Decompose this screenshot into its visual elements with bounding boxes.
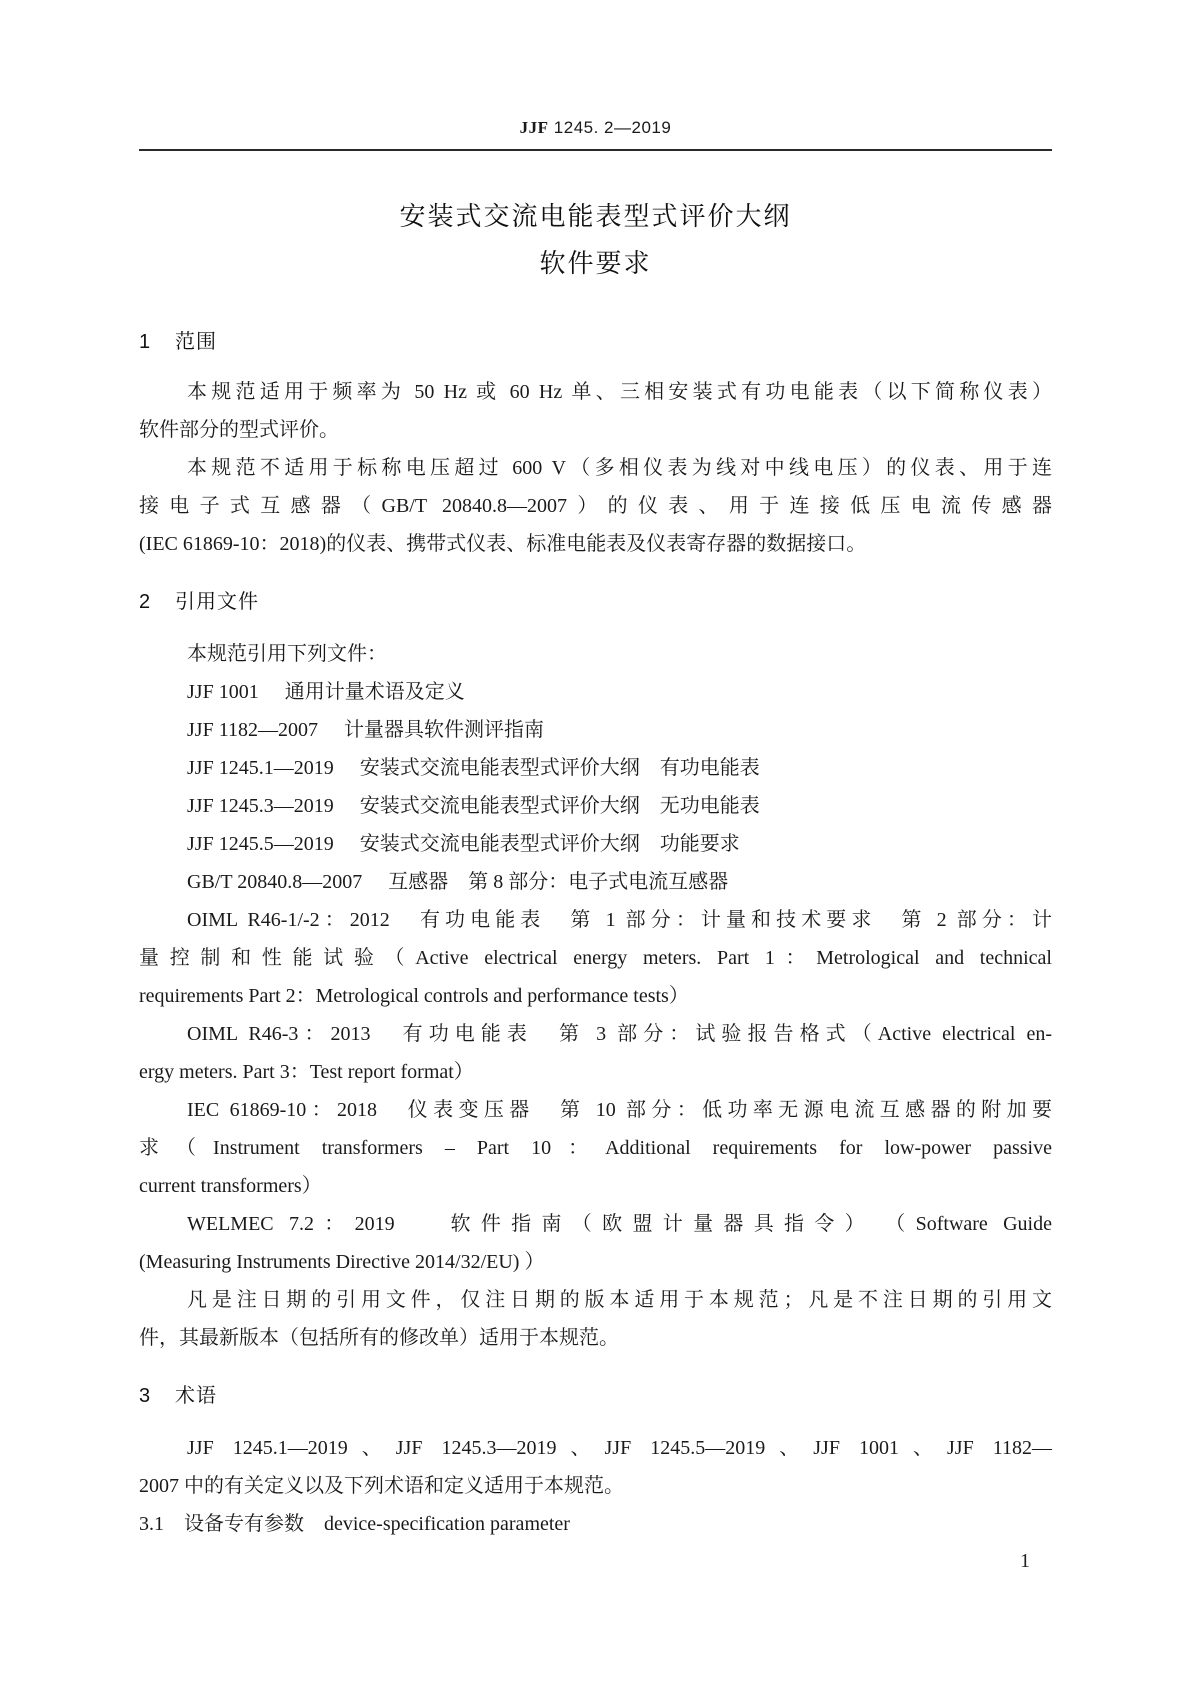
reference-line: 求（Instrument transformers – Part 10：Additional requirements for low-power passive: [139, 1137, 1052, 1159]
paragraph-line: 接电子式互感器（GB/T 20840.8—2007）的仪表、用于连接低压电流传感器: [139, 495, 1052, 517]
reference-code: JJF 1182—2007: [187, 719, 318, 741]
reference-item: [187, 869, 1052, 895]
reference-item: [187, 717, 1052, 743]
reference-title: 安装式交流电能表型式评价大纲 功能要求: [359, 833, 740, 855]
reference-item: [187, 755, 1052, 781]
reference-code: JJF 1245.1—2019: [187, 757, 334, 779]
reference-code: JJF 1245.5—2019: [187, 833, 334, 855]
running-header: [0, 118, 1191, 138]
header-code-prefix: JJF: [519, 118, 549, 137]
section-title: 范围: [175, 329, 217, 353]
reference-code: JJF 1001: [187, 681, 259, 703]
section-title: 术语: [175, 1383, 217, 1407]
section-number: 2: [139, 591, 152, 613]
page-number: 1: [1020, 1550, 1030, 1572]
paragraph-line: 软件部分的型式评价。: [139, 419, 339, 441]
reference-title: 计量器具软件测评指南: [343, 719, 544, 741]
document-title: 安装式交流电能表型式评价大纲: [399, 202, 792, 232]
subsection-3-1-heading: 3.1 设备专有参数 device-specification parameter: [139, 1513, 570, 1535]
section-number: 1: [139, 331, 152, 353]
section-number: 3: [139, 1385, 152, 1407]
header-rule: [139, 149, 1052, 151]
reference-line: OIML R46-1/-2：2012 有功电能表 第 1 部分：计量和技术要求 第 2 部分：计: [187, 909, 1052, 931]
reference-title: 通用计量术语及定义: [284, 681, 465, 703]
reference-item: [187, 831, 1052, 857]
section-3-heading: [139, 1379, 217, 1408]
reference-line: ergy meters. Part 3：Test report format）: [139, 1061, 474, 1083]
section-1-heading: [139, 325, 217, 354]
reference-item: [187, 793, 1052, 819]
paragraph-line: 凡是注日期的引用文件，仅注日期的版本适用于本规范；凡是不注日期的引用文: [187, 1289, 1052, 1311]
reference-line: 量控制和性能试验（Active electrical energy meters. Part 1：Metrological and technical: [139, 947, 1052, 969]
reference-title: 安装式交流电能表型式评价大纲 无功电能表: [359, 795, 760, 817]
reference-line: WELMEC 7.2：2019 软件指南（欧盟计量器具指令） （Software Guide: [187, 1213, 1052, 1235]
reference-code: GB/T 20840.8—2007: [187, 871, 363, 893]
reference-title: 互感器 第 8 部分：电子式电流互感器: [388, 871, 729, 893]
paragraph-line: (IEC 61869-10：2018)的仪表、携带式仪表、标准电能表及仪表寄存器的数据接口。: [139, 533, 867, 555]
section-title: 引用文件: [175, 589, 259, 613]
reference-title: 安装式交流电能表型式评价大纲 有功电能表: [359, 757, 760, 779]
paragraph-line: 本规范不适用于标称电压超过 600 V（多相仪表为线对中线电压）的仪表、用于连: [187, 457, 1052, 479]
paragraph-line: 本规范适用于频率为 50 Hz 或 60 Hz 单、三相安装式有功电能表（以下简称仪表）: [187, 381, 1052, 403]
document-subtitle: 软件要求: [539, 249, 652, 279]
reference-line: IEC 61869-10：2018 仪表变压器 第 10 部分：低功率无源电流互感器的附加要: [187, 1099, 1052, 1121]
reference-line: OIML R46-3：2013 有功电能表 第 3 部分：试验报告格式（Active electrical en-: [187, 1023, 1052, 1045]
reference-item: [187, 679, 1052, 705]
header-code-number: 1245. 2—2019: [548, 118, 672, 137]
reference-line: current transformers）: [139, 1175, 322, 1197]
reference-line: requirements Part 2：Metrological controls and performance tests）: [139, 985, 689, 1007]
paragraph-line: JJF 1245.1—2019、JJF 1245.3—2019、JJF 1245.5—2019、JJF 1001、JJF 1182—: [187, 1437, 1052, 1459]
section-2-heading: [139, 585, 259, 614]
paragraph-line: 件，其最新版本（包括所有的修改单）适用于本规范。: [139, 1327, 619, 1349]
paragraph-line: 本规范引用下列文件：: [187, 643, 387, 665]
paragraph-line: 2007 中的有关定义以及下列术语和定义适用于本规范。: [139, 1475, 624, 1497]
reference-code: JJF 1245.3—2019: [187, 795, 334, 817]
reference-line: (Measuring Instruments Directive 2014/32/EU) ）: [139, 1251, 545, 1273]
